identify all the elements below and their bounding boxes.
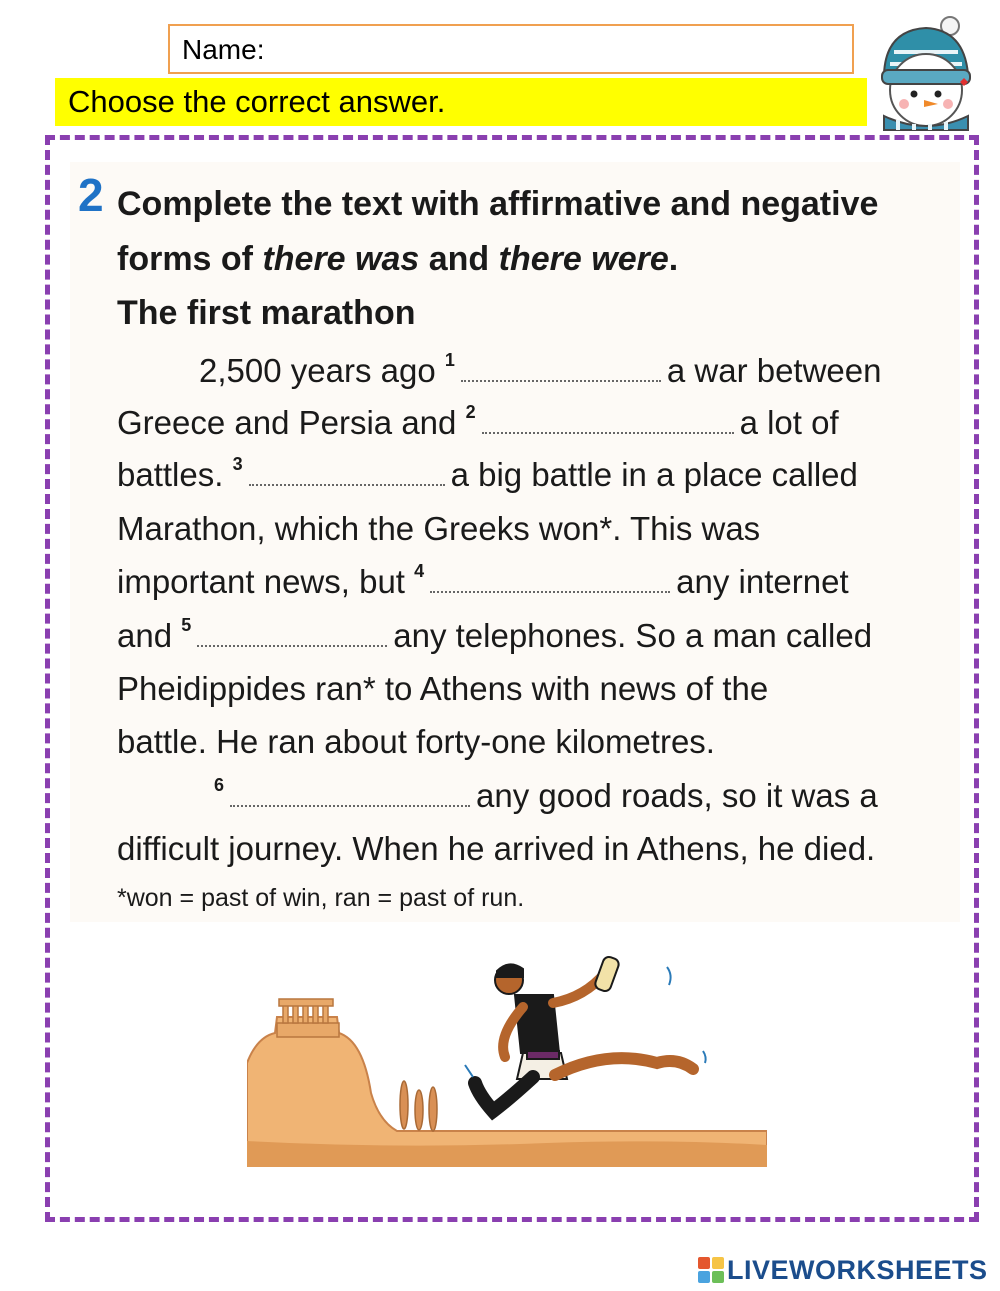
blank-number: 5 — [181, 615, 192, 635]
exercise-instruction: Complete the text with affirmative and negative forms of there was and there were. — [117, 185, 879, 278]
answer-blank-6[interactable] — [230, 781, 470, 807]
answer-blank-5[interactable] — [197, 621, 387, 647]
instruction-text: Choose the correct answer. — [68, 84, 446, 119]
name-label: Name: — [182, 34, 265, 65]
text-line: and $^5$ any telephones. So a man called — [117, 615, 873, 654]
text-line: battle. He ran about forty-one kilometres. — [117, 723, 715, 760]
answer-blank-1[interactable] — [461, 356, 661, 382]
blank-number: 2 — [465, 402, 476, 422]
text-line: Marathon, which the Greeks won*. This was — [117, 510, 761, 547]
logo-text: LIVEWORKSHEETS — [727, 1254, 988, 1285]
footnote: *won = past of win, ran = past of run. — [117, 884, 525, 912]
blank-number: 3 — [232, 454, 243, 474]
text-line: battles. $^3$ a big battle in a place called — [117, 454, 858, 493]
liveworksheets-logo[interactable] — [698, 1256, 988, 1284]
instruction-banner — [55, 78, 867, 126]
text-title: The first marathon — [117, 294, 416, 332]
text-line: Pheidippides ran* to Athens with news of the — [117, 670, 769, 707]
answer-blank-2[interactable] — [482, 408, 734, 434]
name-field[interactable] — [168, 24, 854, 74]
text-line: $^6$ any good roads, so it was a — [214, 775, 878, 814]
blank-number: 6 — [214, 775, 225, 795]
text-line: important news, but $^4$ any internet — [117, 561, 849, 600]
text-line: 2,500 years ago $^1$ a war between — [199, 350, 882, 389]
text-line: Greece and Persia and $^2$ a lot of — [117, 402, 839, 441]
blank-number: 4 — [414, 561, 425, 581]
snowman-icon — [864, 12, 984, 132]
answer-blank-4[interactable] — [430, 567, 670, 593]
exercise-number: 2 — [78, 169, 104, 221]
answer-blank-3[interactable] — [249, 460, 445, 486]
logo-icon — [698, 1257, 724, 1283]
text-line: difficult journey. When he arrived in Athens, he died. — [117, 830, 876, 867]
blank-number: 1 — [444, 350, 455, 370]
marathon-runner-illustration — [247, 945, 767, 1167]
